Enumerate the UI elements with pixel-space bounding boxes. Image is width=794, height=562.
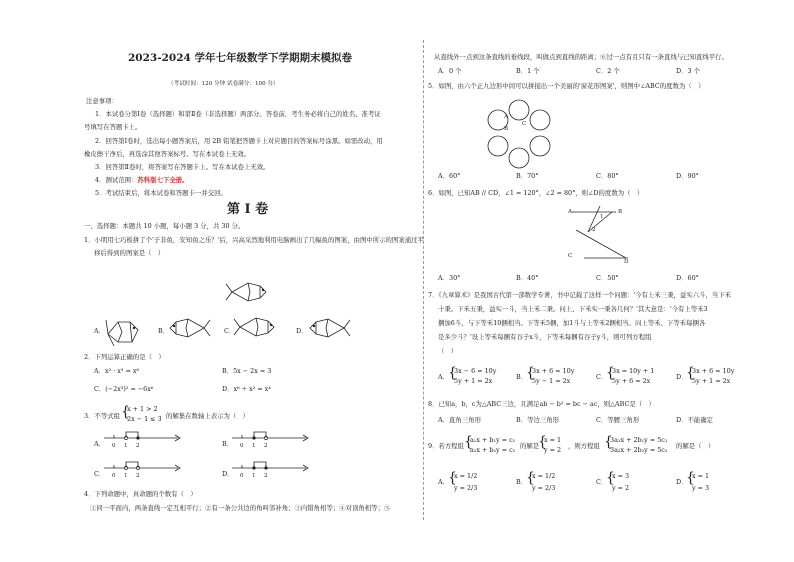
number-line-b	[232, 430, 312, 454]
number-line-d	[232, 460, 312, 484]
tick-2: 2	[264, 443, 268, 449]
q7-line: 十秉。下禾五秉，益实一斗，当上禾二秉。问上、下禾实一秉各几何？'其大意是：'今有上等禾3	[438, 305, 708, 313]
q3-option-b: B．	[222, 440, 234, 448]
q9-sol: x = 3	[612, 472, 630, 480]
q3-option-c: C．	[94, 470, 106, 478]
note-line	[95, 176, 189, 184]
q1-option-a: A．	[94, 327, 106, 335]
q3-stem-suffix: 的解集在数轴上表示为（ ）	[166, 412, 250, 420]
q5-option-d: D．90°	[676, 172, 699, 180]
brace-icon: {	[606, 365, 615, 381]
q8-option-c: C．等腰三角形	[596, 416, 640, 424]
point-label-c: C	[568, 253, 573, 259]
q7-eq: 5y + 6 = 2x	[612, 377, 651, 385]
q9-sol: x = 1	[544, 436, 562, 444]
point-label-c: C	[522, 121, 527, 127]
brace-icon: {	[448, 365, 457, 381]
q7-eq: 5y + 1 = 2x	[454, 377, 493, 385]
q7-option-d: D．	[676, 373, 688, 381]
q3-ineq: x + 1 > 2	[127, 405, 158, 413]
q1-option-b: B．	[158, 327, 170, 335]
note-scope-label: 4．测试范围：	[95, 176, 138, 184]
q6-option-d: D．60°	[676, 274, 699, 282]
q1-line: 移后得到的图案是（ ）	[94, 249, 165, 257]
q7-option-c: C．	[596, 373, 608, 381]
q2-option-a: A．x² · x³ = x⁶	[94, 367, 140, 375]
tick-2: 2	[136, 473, 140, 479]
section-heading: 一、选择题：本题共 10 小题，每小题 3 分，共 30 分。	[84, 222, 245, 230]
q4-option-c: C．2 个	[596, 67, 620, 75]
q1-option-d: D．	[296, 327, 308, 335]
brace-icon: {	[686, 365, 695, 381]
note-line: 3．回答第Ⅱ卷时，将答案写在答题卡上。写在本试卷上无效。	[95, 163, 270, 171]
q5-option-a: A．60°	[438, 172, 461, 180]
q9-option-d: D．	[676, 478, 688, 486]
q4-option-d: D．3 个	[676, 67, 701, 75]
q3-ineq: 2x − 1 ≤ 3	[127, 415, 162, 423]
angle-label-1: 1	[600, 214, 604, 220]
q2-option-d: D．x⁶ ÷ x² = x⁴	[222, 385, 271, 393]
q6-option-c: C．50°	[596, 274, 619, 282]
q3-stem-prefix: 3．不等式组	[84, 412, 121, 420]
window-flower-figure	[480, 98, 558, 170]
brace-icon: {	[526, 365, 535, 381]
point-label-b: B	[618, 209, 623, 215]
q7-option-a: A．	[438, 373, 450, 381]
brace-icon: {	[526, 470, 535, 486]
number-line-c	[104, 460, 184, 484]
q3-option-d: D．	[222, 470, 234, 478]
q7-eq: 3x + 6 = 10y	[692, 367, 735, 375]
q4-option-a: A．0 个	[438, 67, 462, 75]
q5-stem: 5．如图，由六个正九边形中间可以拼接出一个美丽的'窗花形图案'，则图中∠ABC的度数为（ ）	[428, 82, 705, 90]
q9-eq: a₂x + b₂y = c₂	[470, 446, 516, 454]
q4-stem: 4．下列命题中，真命题的个数有（ ）	[84, 490, 197, 498]
tick-0: 0	[112, 443, 116, 449]
q7-eq: 3x = 10y + 1	[612, 367, 655, 375]
q9-stem-d: 的解是（ ）	[676, 442, 715, 450]
q5-option-b: B．70°	[516, 172, 539, 180]
tick-0: 0	[240, 473, 244, 479]
q4-continuation: 从直线外一点到这条直线的垂线段，叫做点到直线的距离；⑥过一点有且只有一条直线与已知直线平行。	[434, 53, 728, 61]
q9-sol: y = 3	[692, 484, 710, 492]
point-label-a: A	[568, 209, 573, 215]
q6-option-a: A．30°	[438, 274, 461, 282]
q9-sol: y = 2	[612, 484, 630, 492]
note-line: 2．回答第Ⅰ卷时，选出每小题答案后，用 2B 铅笔把答题卡上对应题目的答案标号涂黑。如需改动，用	[95, 137, 383, 145]
q7-eq: 3x − 6 = 10y	[454, 367, 497, 375]
brace-icon: {	[606, 470, 615, 486]
q4-line: ①同一平面内，两条直线一定互相平行；②有一条公共边的角叫邻补角；③内错角相等；④对顶角相等；⑤	[90, 504, 391, 512]
q2-option-c: C．(−2x³)² = −6x⁶	[94, 385, 154, 393]
q8-option-d: D．不能确定	[676, 416, 714, 424]
q9-option-c: C．	[596, 478, 608, 486]
number-line-a	[104, 430, 184, 454]
fish-option-a	[104, 312, 142, 348]
brace-icon: {	[448, 470, 457, 486]
q7-eq: 5y − 1 = 2x	[532, 377, 571, 385]
q9-sol: y = 2	[544, 446, 562, 454]
point-label-d: D	[624, 259, 629, 265]
note-line: 橡皮擦干净后，再选涂其他答案标号。写在本试卷上无效。	[84, 150, 251, 158]
fish-option-b	[166, 316, 210, 340]
q1-option-c: C．	[224, 327, 236, 335]
q7-line: 是多少斗？'设上等禾每捆有谷子x斗，下等禾每捆有谷子y斗，则可列方程组	[438, 333, 652, 341]
q6-stem: 6．如图，已知AB // CD，∠1 = 120°，∠2 = 80°，则∠D的度数为（ ）	[428, 189, 644, 197]
q4-option-b: B．1 个	[516, 67, 540, 75]
q8-stem: 8．已知a，b，c为△ABC三边，且满足ab − b² = bc − ac，则△ABC是（ ）	[428, 400, 655, 408]
note-line: 号填写在答题卡上。	[84, 123, 142, 131]
q8-option-a: A．直角三角形	[438, 416, 481, 424]
tick-1: 1	[124, 473, 128, 479]
tick-2: 2	[136, 443, 140, 449]
q9-eq: a₁x + b₁y = c₁	[470, 436, 516, 444]
page-title: 2023-2024 学年七年级数学下学期期末模拟卷	[128, 52, 352, 64]
exam-info: （考试时间：120 分钟 试卷满分：100 分）	[168, 81, 279, 87]
q9-sol: y = 2/3	[532, 484, 556, 492]
q9-sol: y = 2/3	[454, 484, 478, 492]
tick-0: 0	[112, 473, 116, 479]
q9-stem-a: 9．若方程组	[428, 442, 465, 450]
q9-eq: 3a₁x + 2b₁y = 5c₁	[610, 436, 668, 444]
q2-stem: 2．下列运算正确的是（ ）	[84, 353, 165, 361]
brace-icon: {	[121, 404, 130, 420]
q9-eq: 3a₂x + 2b₂y = 5c₂	[610, 446, 668, 454]
q7-option-b: B．	[516, 373, 528, 381]
q7-eq: 3x + 6 = 10y	[532, 367, 575, 375]
q7-line: （ ）	[438, 347, 458, 355]
note-scope-highlight: 苏科版七下全册。	[137, 176, 189, 184]
q1-line: 1．小明用七巧板拼了个'子非鱼，安知鱼之乐？'后，兴高采烈地利用电脑画出了几幅鱼的图案，由图中所示的图案通过平	[84, 236, 424, 244]
tick-1: 1	[252, 473, 256, 479]
q2-option-b: B．5x − 2x = 3	[222, 367, 272, 375]
volume-title: 第 I 卷	[227, 202, 269, 217]
tick-1: 1	[252, 443, 256, 449]
point-label-a: A	[504, 114, 509, 120]
brace-icon: {	[538, 434, 547, 450]
fish-original	[226, 280, 276, 304]
q9-sol: x = 1	[692, 472, 710, 480]
tick-0: 0	[240, 443, 244, 449]
q7-line: 捆加6斗，与下等禾10捆相当。下等禾5捆，加1斗与上等禾2捆相当。问上等禾、下等禾每捆各	[438, 319, 706, 327]
q3-option-a: A．	[94, 440, 106, 448]
brace-icon: {	[686, 470, 695, 486]
fish-option-c	[234, 314, 284, 340]
notes-heading: 注意事项：	[86, 97, 118, 105]
note-line: 1．本试卷分第Ⅰ卷（选择题）和第Ⅱ卷（非选择题）两部分。答卷前，考生务必将自己的姓名、准考证	[95, 110, 381, 118]
q9-sol: x = 1/2	[454, 472, 478, 480]
q6-option-b: B．40°	[516, 274, 539, 282]
column-divider	[423, 40, 425, 520]
q7-eq: 5y + 1 = 2x	[692, 377, 731, 385]
brace-icon: {	[604, 434, 613, 450]
tick-1: 1	[124, 443, 128, 449]
fish-option-d	[306, 316, 350, 340]
q9-option-b: B．	[516, 478, 528, 486]
q8-option-b: B．等边三角形	[516, 416, 560, 424]
note-line: 5．考试结束后，将本试卷和答题卡一并交回。	[95, 189, 227, 197]
q9-option-a: A．	[438, 478, 450, 486]
q5-option-c: C．80°	[596, 172, 619, 180]
brace-icon: {	[464, 434, 473, 450]
angle-label-2: 2	[592, 227, 596, 233]
q9-stem-c: ，则方程组	[568, 442, 600, 450]
tick-2: 2	[264, 473, 268, 479]
q7-line: 7．《九章算术》是我国古代第一部数学专著，书中记载了这样一个问题：'今有上禾三秉，益实六斗，当下禾	[428, 291, 731, 299]
point-label-b: B	[504, 126, 509, 132]
q9-sol: x = 1/2	[532, 472, 556, 480]
q9-stem-b: 的解是	[520, 442, 540, 450]
